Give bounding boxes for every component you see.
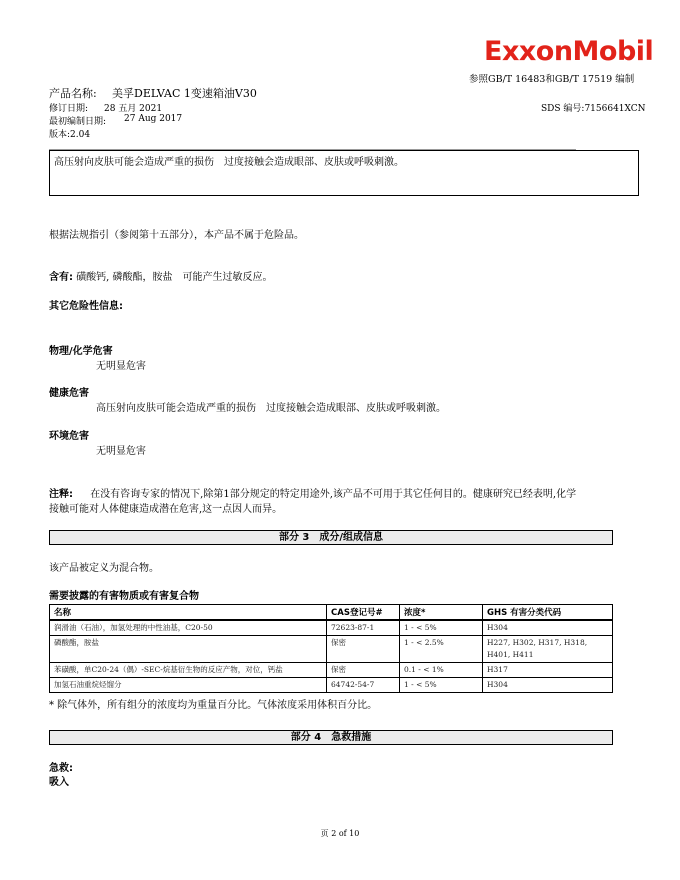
cell-concentration: 1 - < 2.5% bbox=[400, 636, 483, 663]
health-hazards-title: 健康危害 bbox=[49, 388, 89, 399]
cell-cas: 64742-54-7 bbox=[327, 678, 400, 693]
table-row bbox=[50, 620, 613, 636]
contains-row bbox=[49, 270, 273, 285]
contains-text: 磺酸钙, 磷酸酯，胺盐 可能产生过敏反应。 bbox=[76, 272, 273, 283]
section-4-header bbox=[49, 730, 613, 745]
version: 版本:2.04 bbox=[49, 130, 91, 140]
product-name-label: 产品名称: bbox=[49, 87, 97, 100]
first-aid-title: 急救: bbox=[49, 763, 73, 774]
cell-cas: 保密 bbox=[327, 636, 400, 663]
regulatory-note: 根据法规指引（参阅第十五部分），本产品不属于危险品。 bbox=[49, 230, 304, 241]
contains-label: 含有: bbox=[49, 272, 73, 283]
cell-cas: 72623-87-1 bbox=[327, 620, 400, 636]
table-header-row bbox=[50, 605, 613, 621]
composition-table bbox=[49, 604, 613, 693]
physical-hazards-title: 物理/化学危害 bbox=[49, 346, 113, 357]
cell-ghs: H227, H302, H317, H318, H401, H411 bbox=[483, 636, 613, 663]
first-edition-date: 27 Aug 2017 bbox=[124, 114, 183, 124]
section-3-header bbox=[49, 530, 613, 545]
col-name-header: 名称 bbox=[50, 605, 327, 621]
hazard-summary-text: 高压射向皮肤可能会造成严重的损伤 过度接触会造成眼部、皮肤或呼吸刺激。 bbox=[54, 157, 404, 168]
table-row bbox=[50, 678, 613, 693]
standard-reference: 参照GB/T 16483和GB/T 17519 编制 bbox=[469, 74, 635, 85]
col-concentration-header: 浓度* bbox=[400, 605, 483, 621]
col-ghs-header: GHS 有害分类代码 bbox=[483, 605, 613, 621]
health-hazards-text: 高压射向皮肤可能会造成严重的损伤 过度接触会造成眼部、皮肤或呼吸刺激。 bbox=[96, 403, 446, 414]
table-row bbox=[50, 663, 613, 678]
cell-ghs: H317 bbox=[483, 663, 613, 678]
cell-ghs: H304 bbox=[483, 678, 613, 693]
environmental-hazards-text: 无明显危害 bbox=[96, 446, 146, 457]
hazard-summary-box bbox=[49, 150, 639, 196]
other-hazards-title: 其它危险性信息: bbox=[49, 301, 123, 312]
revision-date: 28 五月 2021 bbox=[104, 104, 163, 114]
sds-number: SDS 编号:7156641XCN bbox=[541, 104, 646, 114]
cell-name: 润滑油（石油），加氢处理的中性油基，C20-50 bbox=[50, 620, 327, 636]
environmental-hazards-title: 环境危害 bbox=[49, 431, 89, 442]
note-label: 注释: bbox=[49, 489, 73, 500]
disclosure-title: 需要披露的有害物质或有害复合物 bbox=[49, 591, 199, 602]
cell-concentration: 1 - < 5% bbox=[400, 620, 483, 636]
cell-ghs: H304 bbox=[483, 620, 613, 636]
mixture-note: 该产品被定义为混合物。 bbox=[49, 563, 159, 574]
section-4-title: 部分 4 急救措施 bbox=[290, 732, 372, 743]
inhalation-title: 吸入 bbox=[49, 777, 69, 788]
note-line-1: 在没有咨询专家的情况下,除第1部分规定的特定用途外,该产品不可用于其它任何目的。健康研究已经表明,化学 bbox=[90, 489, 577, 500]
product-name: 美孚DELVAC 1变速箱油V30 bbox=[112, 87, 257, 100]
page-number: 页 2 of 10 bbox=[320, 829, 360, 838]
exxonmobil-logo: ExxonMobil bbox=[484, 36, 654, 67]
cell-name: 苯磺酸，单C20-24（偶）-SEC-烷基衍生物的反应产物，对位，钙盐 bbox=[50, 663, 327, 678]
cell-name: 磷酸酯，胺盐 bbox=[50, 636, 327, 663]
cell-concentration: 1 - < 5% bbox=[400, 678, 483, 693]
col-cas-header: CAS登记号# bbox=[327, 605, 400, 621]
cell-cas: 保密 bbox=[327, 663, 400, 678]
first-edition-label: 最初编制日期: bbox=[49, 117, 107, 127]
table-row bbox=[50, 636, 613, 663]
note-paragraph bbox=[49, 487, 643, 517]
section-3-title: 部分 3 成分/组成信息 bbox=[278, 532, 384, 543]
cell-concentration: 0.1 - < 1% bbox=[400, 663, 483, 678]
revision-date-label: 修订日期: bbox=[49, 104, 89, 114]
cell-name: 加氢石油重烷烃馏分 bbox=[50, 678, 327, 693]
physical-hazards-text: 无明显危害 bbox=[96, 361, 146, 372]
note-line-2: 接触可能对人体健康造成潜在危害,这一点因人而异。 bbox=[49, 504, 283, 515]
concentration-note: * 除气体外，所有组分的浓度均为重量百分比。气体浓度采用体积百分比。 bbox=[49, 700, 378, 711]
